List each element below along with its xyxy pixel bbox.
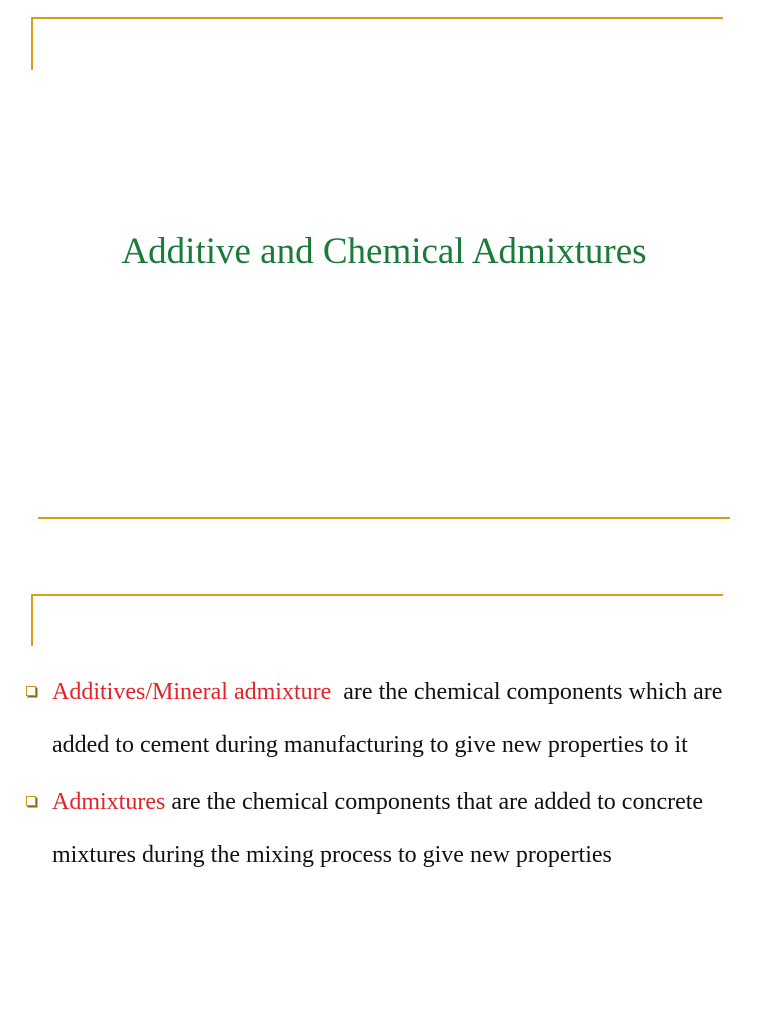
list-item xyxy=(26,666,756,772)
bullet-text: are the chemical components that are added to concrete mixtures during the mixing process to give new properties xyxy=(52,789,710,868)
bullet-list xyxy=(26,666,756,886)
bottom-rule xyxy=(38,517,730,519)
bullet-text: are the chemical components which are added to cement during manufacturing to give new properties to it xyxy=(52,679,729,758)
left-corner-rule xyxy=(31,594,33,646)
square-bullet-icon xyxy=(26,796,36,806)
bullet-term: Additives/Mineral admixture xyxy=(52,679,332,705)
left-corner-rule xyxy=(31,17,33,70)
square-bullet-icon xyxy=(26,686,36,696)
list-item xyxy=(26,776,756,882)
top-rule xyxy=(31,594,723,596)
bullet-term: Admixtures xyxy=(52,789,166,815)
content-slide xyxy=(0,560,768,1024)
top-rule xyxy=(31,17,723,19)
slide-title: Additive and Chemical Admixtures xyxy=(121,231,647,272)
